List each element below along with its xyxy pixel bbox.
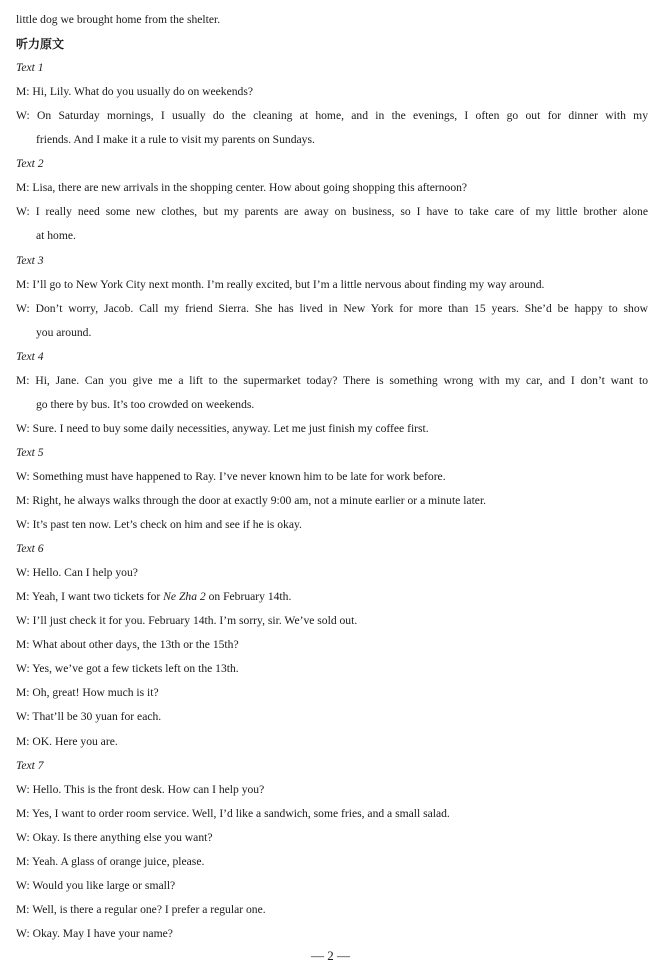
text-label: Text 6 <box>16 542 44 556</box>
dialogue-line: M: I’ll go to New York City next month. I’m really excited, but I’m a little nervous about finding my way around. <box>16 277 545 291</box>
text-label: Text 5 <box>16 445 44 459</box>
dialogue-line: M: Yes, I want to order room service. Well, I’d like a sandwich, some fries, and a small salad. <box>16 806 450 820</box>
dialogue-line: M: OK. Here you are. <box>16 734 118 748</box>
dialogue-line-continuation: go there by bus. It’s too crowded on weekends. <box>36 397 255 411</box>
dialogue-line: W: Okay. Is there anything else you want? <box>16 830 213 844</box>
text-label: Text 2 <box>16 157 44 171</box>
page-number: — 2 — <box>311 948 350 963</box>
dialogue-line: W: Don’t worry, Jacob. Call my friend Sierra. She has lived in New York for more than 15 years. She’d be happy to show <box>16 301 648 315</box>
dialogue-line: W: Sure. I need to buy some daily necessities, anyway. Let me just finish my coffee first. <box>16 421 429 435</box>
dialogue-line: W: Hello. Can I help you? <box>16 566 138 580</box>
text-label: Text 7 <box>16 758 44 772</box>
dialogue-line-continuation: you around. <box>36 325 92 339</box>
dialogue-line: W: It’s past ten now. Let’s check on him and see if he is okay. <box>16 518 302 532</box>
dialogue-line: M: What about other days, the 13th or the 15th? <box>16 638 239 652</box>
dialogue-line: M: Right, he always walks through the door at exactly 9:00 am, not a minute earlier or a minute later. <box>16 494 487 507</box>
line-text: on February 14th. <box>205 590 292 604</box>
dialogue-line: M: Oh, great! How much is it? <box>16 686 159 700</box>
dialogue-line: W: I’ll just check it for you. February 14th. I’m sorry, sir. We’ve sold out. <box>16 614 358 628</box>
text-label: Text 3 <box>16 253 44 267</box>
section-heading: 听力原文 <box>16 37 65 52</box>
dialogue-line-continuation: at home. <box>36 229 76 243</box>
dialogue-line: W: That’ll be 30 yuan for each. <box>16 710 162 724</box>
dialogue-line: W: Something must have happened to Ray. I’ve never known him to be late for work before. <box>16 469 446 483</box>
dialogue-line: W: I really need some new clothes, but my parents are away on business, so I have to take care of my little brother alone <box>16 205 648 219</box>
dialogue-line: M: Lisa, there are new arrivals in the shopping center. How about going shopping this afternoon? <box>16 181 468 195</box>
dialogue-line: W: Would you like large or small? <box>16 878 176 892</box>
text-label: Text 4 <box>16 349 44 363</box>
dialogue-line: M: Well, is there a regular one? I prefer a regular one. <box>16 902 266 916</box>
dialogue-line: W: On Saturday mornings, I usually do the cleaning at home, and in the evenings, I often go out for dinner with my <box>16 109 648 123</box>
film-title: Ne Zha 2 <box>163 590 206 604</box>
dialogue-line: W: Okay. May I have your name? <box>16 926 173 940</box>
dialogue-line: little dog we brought home from the shelter. <box>16 13 221 26</box>
line-text: M: Yeah, I want two tickets for <box>16 590 164 604</box>
dialogue-line: M: Hi, Lily. What do you usually do on weekends? <box>16 85 253 99</box>
dialogue-line <box>16 589 648 605</box>
dialogue-line: M: Hi, Jane. Can you give me a lift to the supermarket today? There is something wrong with my car, and I don’t want to <box>16 373 648 387</box>
dialogue-line: W: Yes, we’ve got a few tickets left on the 13th. <box>16 662 239 676</box>
dialogue-line: W: Hello. This is the front desk. How can I help you? <box>16 782 265 796</box>
dialogue-line: M: Yeah. A glass of orange juice, please. <box>16 854 205 868</box>
text-label: Text 1 <box>16 61 44 75</box>
dialogue-line-continuation: friends. And I make it a rule to visit my parents on Sundays. <box>36 133 315 147</box>
